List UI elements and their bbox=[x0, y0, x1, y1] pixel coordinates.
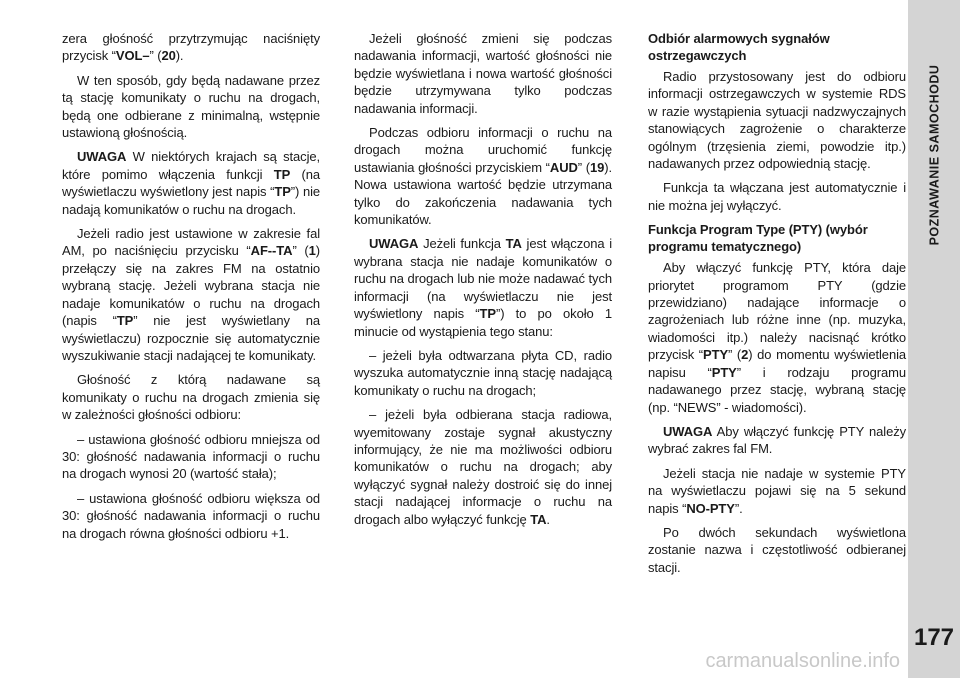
text: Jeżeli stacja nie nadaje w systemie PTY na wyświetlaczu pojawi się na 5 sekund napis “ bbox=[648, 465, 906, 516]
button-ref: PTY bbox=[703, 347, 729, 363]
text: ”) to po około 1 minucie od wystąpienia tego stanu: bbox=[354, 306, 612, 339]
list-item: – jeżeli była odtwarzana płyta CD, radio wyszuka automatycznie inną stację nadającą komunikaty o ruchu na drogach; bbox=[354, 347, 612, 398]
paragraph bbox=[354, 124, 612, 228]
chapter-title-box bbox=[908, 0, 960, 310]
section-heading: Odbiór alarmowych sygnałów ostrzegawczych bbox=[648, 31, 830, 63]
section-heading: Funkcja Program Type (PTY) (wybór programu tematycznego) bbox=[648, 222, 868, 255]
text: ”) nie nadają komunikatów o ruchu na drogach. bbox=[62, 184, 320, 217]
chapter-title: POZNAWANIE SAMOCHODU bbox=[927, 64, 941, 246]
button-ref: TP bbox=[479, 306, 496, 322]
paragraph: Po dwóch sekundach wyświetlona zostanie nazwa i częstotliwość odbieranej stacji. bbox=[648, 524, 906, 575]
paragraph: Funkcja ta włączana jest automatycznie i nie można jej wyłączyć. bbox=[648, 180, 906, 213]
note-label: UWAGA bbox=[663, 423, 713, 439]
button-number: 19 bbox=[589, 159, 605, 175]
paragraph bbox=[648, 465, 906, 517]
list-item: – ustawiona głośność odbioru mniejsza od 30: głośność nadawania informacji o ruchu na drogach wynosi 20 (wartość stała); bbox=[62, 431, 320, 482]
text: ). Nowa ustawiona wartość będzie utrzymana tylko do zakończenia nadawania tych komunikatów. bbox=[354, 159, 612, 228]
text: ). bbox=[175, 48, 184, 64]
button-number: 1 bbox=[308, 243, 316, 259]
text: Jeżeli radio jest ustawione w zakresie fal AM, po naciśnięciu przycisku “ bbox=[62, 226, 320, 259]
text: ”. bbox=[734, 500, 743, 516]
list-item: – ustawiona głośność odbioru większa od 30: głośność nadawania informacji o ruchu na drogach równa głośności odbioru +1. bbox=[62, 490, 320, 541]
note-paragraph bbox=[354, 235, 612, 339]
button-ref: TA bbox=[505, 236, 522, 252]
button-ref: PTY bbox=[711, 364, 737, 380]
list-item bbox=[354, 406, 612, 528]
text: zera głośność przytrzymując naciśnięty przycisk “ bbox=[62, 31, 320, 64]
text-column-1 bbox=[62, 30, 320, 549]
page-number: 177 bbox=[913, 624, 955, 651]
text: ” ( bbox=[149, 48, 162, 64]
text: ” ( bbox=[292, 243, 309, 259]
text: ) do momentu wyświetlenia napisu “ bbox=[648, 347, 906, 380]
button-number: 2 bbox=[741, 347, 749, 363]
paragraph: Głośność z którą nadawane są komunikaty o ruchu na drogach zmienia się w zależności głośności odbioru: bbox=[62, 372, 320, 423]
text-column-2 bbox=[354, 30, 612, 535]
button-ref: AUD bbox=[549, 159, 578, 175]
text: Aby włączyć funkcję PTY należy wybrać zakres fal FM. bbox=[648, 423, 906, 457]
text: ) przełączy się na zakres FM na ostatnio wybraną stację. Jeżeli wybrana stacja nie nadaje komunikatów o ruchu na drogach (napis “ bbox=[62, 243, 320, 329]
button-number: 20 bbox=[161, 48, 176, 64]
note-paragraph bbox=[648, 423, 906, 458]
button-ref: TP bbox=[273, 166, 291, 182]
text: ” ( bbox=[577, 159, 590, 175]
note-paragraph bbox=[62, 148, 320, 218]
paragraph: W ten sposób, gdy będą nadawane przez tą stację komunikaty o ruchu na drogach, będą one odbierane z minimalną, wstępnie ustawioną głośnością. bbox=[62, 72, 320, 141]
note-label: UWAGA bbox=[77, 149, 127, 165]
button-ref: VOL– bbox=[115, 48, 150, 64]
text-column-3 bbox=[648, 30, 906, 583]
watermark: carmanualsonline.info bbox=[705, 650, 900, 672]
text: Aby włączyć funkcję PTY, która daje priorytet programom PTY (gdzie przewidziano) nadające informacje o zagrożeniach lub różne inne (np. muzyka, wiadomości itp.) należy nacisnąć krótko przycisk “ bbox=[648, 260, 906, 363]
text: Jeżeli funkcja bbox=[418, 236, 506, 252]
paragraph bbox=[648, 259, 906, 416]
paragraph: Radio przystosowany jest do odbioru informacji ostrzegawczych w systemie RDS w razie wystąpienia sytuacji nadzwyczajnych stanowiących zagrożenie o charakterze ogólnym (trzęsienia ziemi, powodzie itp.) nadawanych przez odpowiednią stację. bbox=[648, 69, 906, 172]
button-ref: NO-PTY bbox=[686, 500, 735, 516]
text: ” i rodzaju programu nadawanego przez stację, wybraną stację (np. “NEWS” - wiadomości). bbox=[648, 364, 907, 415]
text: Podczas odbioru informacji o ruchu na drogach można uruchomić funkcję ustawiania głośności przyciskiem “ bbox=[354, 125, 612, 175]
text: . bbox=[546, 511, 550, 527]
text: (na wyświetlaczu wyświetlony jest napis “ bbox=[62, 166, 320, 200]
text: ” nie jest wyświetlany na wyświetlaczu) rozpocznie się automatycznie wyszukiwanie stacji nadającej te komunikaty. bbox=[62, 313, 320, 363]
paragraph bbox=[62, 30, 320, 65]
button-ref: TA bbox=[530, 511, 547, 527]
button-ref: TP bbox=[116, 313, 134, 329]
paragraph bbox=[62, 225, 320, 364]
text: – jeżeli była odbierana stacja radiowa, wyemitowany zostaje sygnał akustyczny informujący, że nie ma możliwości odbioru komunikatów o ruchu na drogach; aby wyłączyć sygnał należy dostroić się do innej stacji nadającej informacje o ruchu na drogach albo wyłączyć funkcję bbox=[354, 407, 612, 527]
text: jest włączona i wybrana stacja nie nadaje komunikatów o ruchu na drogach lub nie może nadawać tych informacji (na wyświetlaczu nie jest wyświetlony napis “ bbox=[354, 236, 612, 322]
button-ref: TP bbox=[274, 184, 291, 200]
chapter-sidebar bbox=[908, 0, 960, 678]
text: ” ( bbox=[728, 347, 742, 363]
text: W niektórych krajach są stacje, które pomimo włączenia funkcji bbox=[62, 149, 320, 182]
button-ref: AF--TA bbox=[250, 243, 293, 259]
note-label: UWAGA bbox=[369, 236, 419, 252]
paragraph: Jeżeli głośność zmieni się podczas nadawania informacji, wartość głośności nie będzie wyświetlana i nowa wartość głośności będzie utrzymywana tylko podczas nadawania informacji. bbox=[354, 31, 612, 116]
